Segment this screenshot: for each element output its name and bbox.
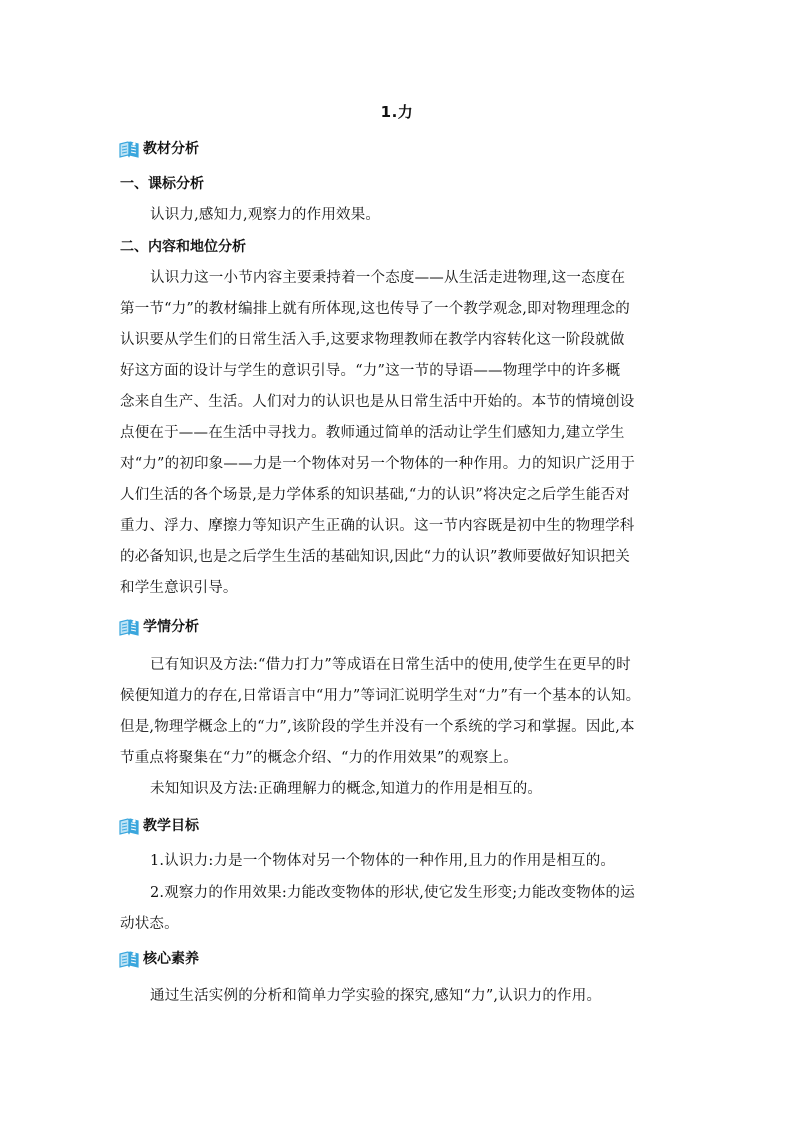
paragraph-line: 候便知道力的存在,日常语言中“用力”等词汇说明学生对“力”有一个基本的认知。 (120, 688, 641, 704)
section-header-xueqing (118, 615, 199, 639)
paragraph-line: 通过生活实例的分析和简单力学实验的探究,感知“力”,认识力的作用。 (150, 988, 602, 1004)
section-header-suyang (118, 947, 199, 971)
paragraph-line: 好这方面的设计与学生的意识引导。“力”这一节的导语——物理学中的许多概 (120, 363, 621, 379)
paragraph-line: 未知知识及方法:正确理解力的概念,知道力的作用是相互的。 (150, 781, 543, 797)
open-book-icon (118, 140, 140, 158)
paragraph-line: 认识要从学生们的日常生活入手,这要求物理教师在教学内容转化这一阶段就做 (120, 332, 625, 348)
paragraph-line: 但是,物理学概念上的“力”,该阶段的学生并没有一个系统的学习和掌握。因此,本 (120, 719, 635, 735)
subheading-neirong: 二、内容和地位分析 (120, 239, 246, 255)
section-header-jiaocai (118, 137, 199, 161)
paragraph-line: 重力、浮力、摩擦力等知识产生正确的认识。这一节内容既是初中生的物理学科 (120, 518, 635, 534)
section-title: 教学目标 (143, 818, 199, 834)
paragraph-line: 点便在于——在生活中寻找力。教师通过简单的活动让学生们感知力,建立学生 (120, 425, 625, 441)
paragraph-line: 和学生意识引导。 (120, 580, 238, 596)
section-title: 核心素养 (143, 951, 199, 967)
paragraph-line: 1.认识力:力是一个物体对另一个物体的一种作用,且力的作用是相互的。 (150, 853, 616, 869)
open-book-icon (118, 618, 140, 636)
paragraph-line: 节重点将聚集在“力”的概念介绍、“力的作用效果”的观察上。 (120, 750, 518, 766)
subheading-kebiao: 一、课标分析 (120, 176, 204, 192)
paragraph-line: 的必备知识,也是之后学生生活的基础知识,因此“力的认识”教师要做好知识把关 (120, 549, 630, 565)
document-title: 1.力 (380, 103, 414, 121)
open-book-icon (118, 817, 140, 835)
section-title: 学情分析 (143, 619, 199, 635)
paragraph-line: 对“力”的初印象——力是一个物体对另一个物体的一种作用。力的知识广泛用于 (120, 456, 636, 472)
paragraph-line: 已有知识及方法:“借力打力”等成语在日常生活中的使用,使学生在更早的时 (150, 657, 631, 673)
open-book-icon (118, 950, 140, 968)
paragraph-line: 人们生活的各个场景,是力学体系的知识基础,“力的认识”将决定之后学生能否对 (120, 487, 630, 503)
paragraph-line: 第一节“力”的教材编排上就有所体现,这也传导了一个教学观念,即对物理理念的 (120, 301, 630, 317)
paragraph-line: 认识力,感知力,观察力的作用效果。 (150, 207, 381, 223)
section-title: 教材分析 (143, 141, 199, 157)
paragraph-line: 动状态。 (120, 916, 179, 932)
section-header-mubiao (118, 814, 199, 838)
paragraph-line: 念来自生产、生活。人们对力的认识也是从日常生活中开始的。本节的情境创设 (120, 394, 635, 410)
paragraph-line: 2.观察力的作用效果:力能改变物体的形状,使它发生形变;力能改变物体的运 (150, 885, 635, 901)
paragraph-line: 认识力这一小节内容主要秉持着一个态度——从生活走进物理,这一态度在 (150, 270, 626, 286)
